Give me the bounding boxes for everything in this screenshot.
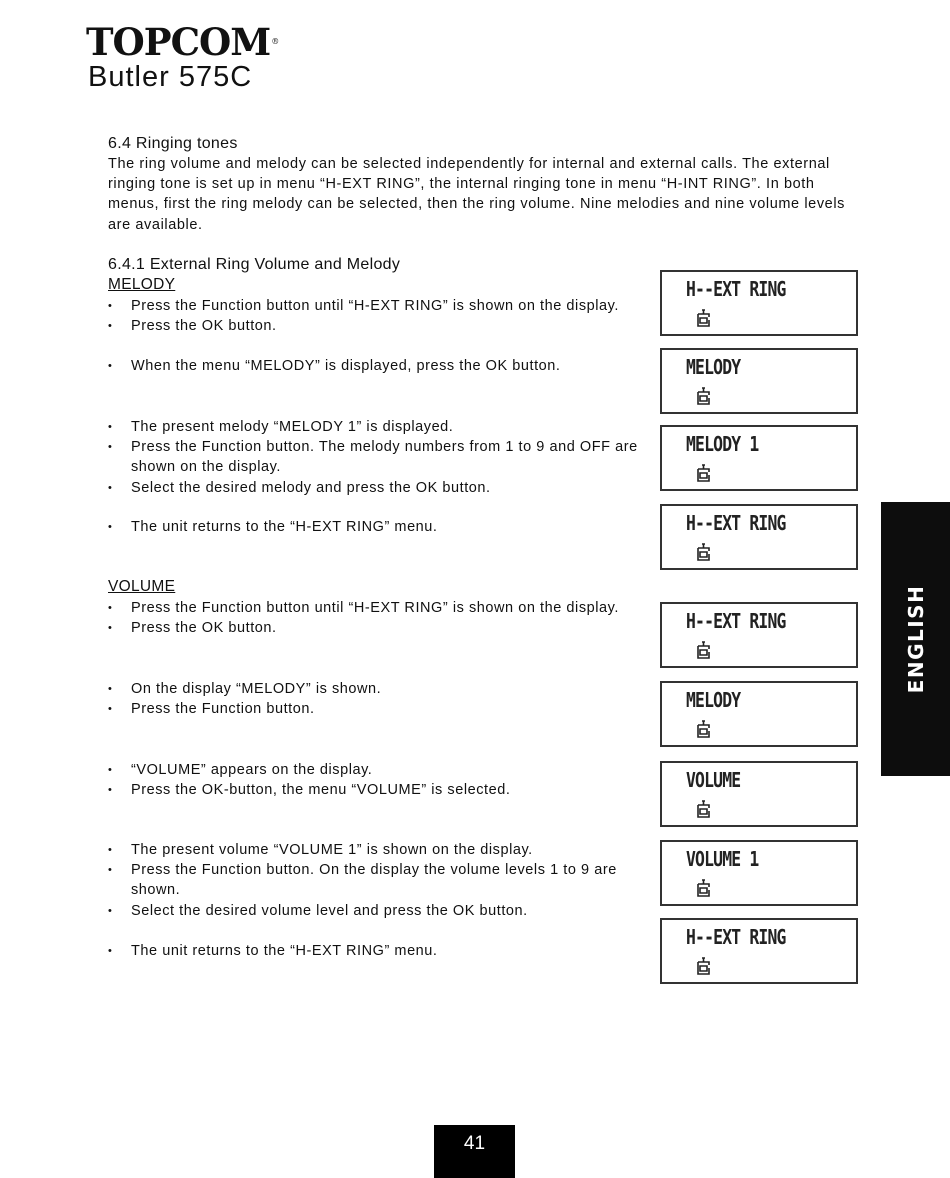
language-tab — [881, 502, 950, 776]
lcd-text: MELODY 1 — [686, 432, 759, 456]
lcd-text: MELODY — [686, 355, 741, 379]
handset-antenna-icon — [695, 387, 712, 406]
melody-step-group-2 — [108, 356, 643, 376]
section-title: 6.4 Ringing tones — [108, 135, 238, 152]
volume-step-group-1 — [108, 598, 643, 638]
lcd-display — [660, 681, 858, 747]
list-item: • Press the Function button until “H-EXT RING” is shown on the display. — [108, 598, 643, 618]
brand-logo: TOPCOM® — [86, 20, 279, 64]
list-item: • “VOLUME” appears on the display. — [108, 760, 643, 780]
list-item: • The present volume “VOLUME 1” is shown on the display. — [108, 840, 643, 860]
handset-antenna-icon — [695, 720, 712, 739]
melody-step-group-4 — [108, 517, 643, 537]
page-number: 41 — [434, 1125, 515, 1178]
lcd-display — [660, 602, 858, 668]
language-label: ENGLISH — [903, 584, 928, 694]
volume-step-group-5 — [108, 941, 643, 961]
list-item: • Press the OK button. — [108, 316, 643, 336]
handset-antenna-icon — [695, 800, 712, 819]
handset-antenna-icon — [695, 543, 712, 562]
melody-step-group-1 — [108, 296, 643, 336]
list-item: • The present melody “MELODY 1” is displayed. — [108, 417, 643, 437]
handset-antenna-icon — [695, 309, 712, 328]
lcd-display — [660, 761, 858, 827]
list-item: • The unit returns to the “H-EXT RING” menu. — [108, 941, 643, 961]
list-item: • Select the desired melody and press the OK button. — [108, 478, 643, 498]
lcd-text: MELODY — [686, 688, 741, 712]
list-item: • Press the Function button until “H-EXT RING” is shown on the display. — [108, 296, 643, 316]
lcd-display — [660, 348, 858, 414]
lcd-display — [660, 918, 858, 984]
handset-antenna-icon — [695, 879, 712, 898]
model-name: Butler 575C — [88, 61, 253, 93]
list-item: • Press the OK button. — [108, 618, 643, 638]
volume-heading: VOLUME — [108, 578, 176, 595]
list-item: • On the display “MELODY” is shown. — [108, 679, 643, 699]
lcd-text: H--EXT RING — [686, 277, 786, 301]
handset-antenna-icon — [695, 957, 712, 976]
registered-mark: ® — [271, 37, 279, 46]
list-item: • Press the Function button. The melody numbers from 1 to 9 and OFF are shown on the display. — [108, 437, 643, 477]
list-item: • Select the desired volume level and press the OK button. — [108, 901, 643, 921]
lcd-text: VOLUME 1 — [686, 847, 759, 871]
subsection-title: 6.4.1 External Ring Volume and Melody — [108, 256, 401, 273]
lcd-display — [660, 840, 858, 906]
lcd-display — [660, 270, 858, 336]
lcd-display — [660, 425, 858, 491]
lcd-display — [660, 504, 858, 570]
melody-heading: MELODY — [108, 276, 176, 293]
list-item: • Press the Function button. On the display the volume levels 1 to 9 are shown. — [108, 860, 643, 900]
volume-step-group-2 — [108, 679, 643, 719]
lcd-text: VOLUME — [686, 768, 741, 792]
handset-antenna-icon — [695, 641, 712, 660]
volume-step-group-3 — [108, 760, 643, 800]
handset-antenna-icon — [695, 464, 712, 483]
lcd-text: H--EXT RING — [686, 511, 786, 535]
list-item: • Press the Function button. — [108, 699, 643, 719]
list-item: • Press the OK-button, the menu “VOLUME” is selected. — [108, 780, 643, 800]
lcd-text: H--EXT RING — [686, 925, 786, 949]
lcd-text: H--EXT RING — [686, 609, 786, 633]
section-intro: The ring volume and melody can be selected independently for internal and external calls. The external ringing tone is set up in menu “H-EXT RING”, the internal ringing tone in menu “H-INT RING”. In both menus, first the ring melody can be selected, then the ring volume. Nine melodies and nine volume levels are available. — [108, 156, 846, 233]
volume-step-group-4 — [108, 840, 643, 921]
list-item: • The unit returns to the “H-EXT RING” menu. — [108, 517, 643, 537]
list-item: • When the menu “MELODY” is displayed, press the OK button. — [108, 356, 643, 376]
melody-step-group-3 — [108, 417, 643, 498]
